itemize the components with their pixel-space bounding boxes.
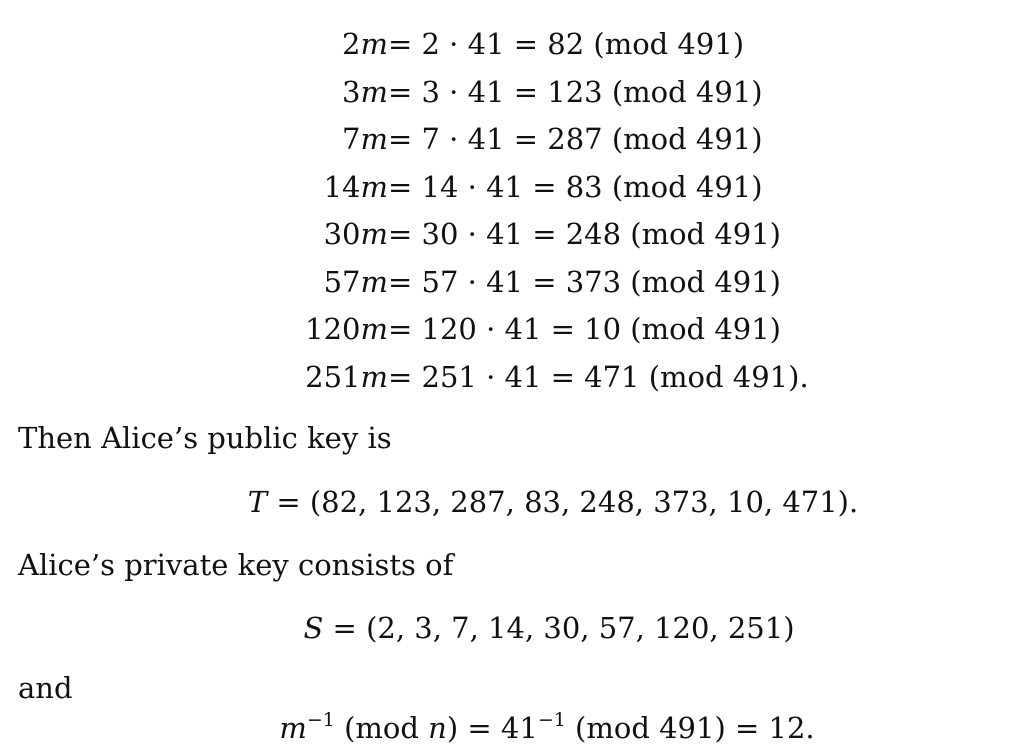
equation-coefficient: 251 bbox=[305, 359, 361, 394]
equation-variable: m bbox=[360, 122, 388, 156]
public-key-variable: T bbox=[247, 485, 268, 519]
equation-coefficient: 120 bbox=[305, 312, 361, 346]
equation-lhs bbox=[342, 115, 388, 163]
private-key-variable: S bbox=[303, 611, 324, 645]
equation-row bbox=[0, 305, 1034, 353]
equation-lhs bbox=[324, 210, 388, 258]
equation-variable: m bbox=[360, 264, 388, 299]
equation-lhs bbox=[342, 20, 388, 68]
equation-row bbox=[0, 163, 1034, 211]
private-key-equation bbox=[32, 606, 1034, 650]
inverse-n: n bbox=[428, 711, 447, 745]
equation-rhs: = 3 · 41 = 123 (mod 491) bbox=[388, 74, 763, 109]
equation-coefficient: 57 bbox=[323, 264, 361, 299]
paragraph-private-key-intro: Alice’s private key consists of bbox=[18, 548, 454, 582]
equation-coefficient: 14 bbox=[323, 169, 361, 204]
equation-variable: m bbox=[360, 312, 388, 346]
inverse-exponent-1: −1 bbox=[306, 709, 335, 731]
public-key-equation bbox=[36, 480, 1034, 524]
equation-row bbox=[0, 20, 1034, 68]
private-key-value: = (2, 3, 7, 14, 30, 57, 120, 251) bbox=[323, 611, 795, 645]
inverse-m: m bbox=[279, 711, 307, 745]
equation-variable: m bbox=[360, 74, 388, 109]
equation-variable: m bbox=[360, 169, 388, 204]
equation-row bbox=[0, 258, 1034, 306]
equation-variable: m bbox=[360, 27, 388, 61]
equation-lhs bbox=[324, 163, 388, 211]
equation-coefficient: 30 bbox=[323, 217, 361, 251]
equation-lhs bbox=[324, 258, 388, 306]
equation-rhs: = 7 · 41 = 287 (mod 491) bbox=[388, 122, 763, 156]
paragraph-public-key-intro: Then Alice’s public key is bbox=[18, 421, 392, 455]
equation-row bbox=[0, 210, 1034, 258]
equation-rhs: = 30 · 41 = 248 (mod 491) bbox=[388, 217, 782, 251]
paragraph-and: and bbox=[18, 671, 73, 705]
equation-rhs: = 251 · 41 = 471 (mod 491). bbox=[388, 359, 809, 394]
equation-rhs: = 57 · 41 = 373 (mod 491) bbox=[388, 264, 782, 299]
equation-variable: m bbox=[360, 359, 388, 394]
equation-lhs bbox=[305, 305, 388, 353]
equation-rhs: = 14 · 41 = 83 (mod 491) bbox=[388, 169, 763, 204]
inverse-mod-open: (mod bbox=[334, 711, 429, 745]
inverse-equation bbox=[30, 706, 1034, 754]
equation-lhs bbox=[342, 68, 388, 116]
equation-coefficient: 3 bbox=[342, 74, 361, 109]
equation-row bbox=[0, 353, 1034, 401]
public-key-value: = (82, 123, 287, 83, 248, 373, 10, 471). bbox=[267, 485, 859, 519]
equation-rhs: = 120 · 41 = 10 (mod 491) bbox=[388, 312, 782, 346]
equation-coefficient: 7 bbox=[342, 122, 361, 156]
equation-row bbox=[0, 115, 1034, 163]
inverse-exponent-2: −1 bbox=[537, 709, 566, 731]
equation-row bbox=[0, 68, 1034, 116]
inverse-result: (mod 491) = 12. bbox=[565, 711, 815, 745]
equation-rhs: = 2 · 41 = 82 (mod 491) bbox=[388, 27, 745, 61]
equation-lhs bbox=[305, 353, 388, 401]
equation-coefficient: 2 bbox=[342, 27, 361, 61]
inverse-equals-41: ) = 41 bbox=[446, 711, 538, 745]
equation-variable: m bbox=[360, 217, 388, 251]
